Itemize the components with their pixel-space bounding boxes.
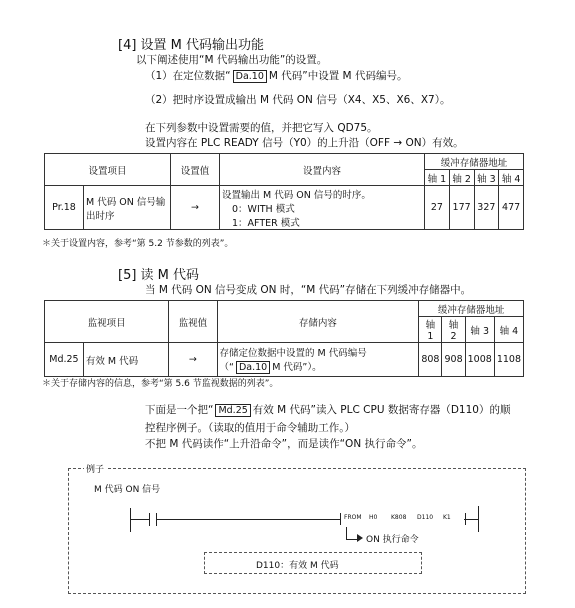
- axis-header: 轴 1: [425, 170, 450, 186]
- instruction-box: [340, 513, 466, 525]
- header-item: 设置项目: [45, 154, 171, 186]
- axis-header: 轴 4: [499, 170, 524, 186]
- cmd-d110: D110: [417, 514, 434, 521]
- arrow-head-icon: [357, 534, 363, 542]
- addr-cell: 908: [442, 343, 465, 377]
- sec5-line1: 当 M 代码 ON 信号变成 ON 时，“M 代码”存储在下列缓冲存储器中。: [145, 284, 472, 296]
- addr-cell: 27: [425, 186, 450, 230]
- cmd-h0: H0: [369, 514, 378, 521]
- header-value: 设置值: [171, 154, 220, 186]
- axis-header: 轴 4: [494, 317, 523, 343]
- param-code: Pr.18: [45, 186, 84, 230]
- header-buffer: 缓冲存储器地址: [419, 301, 524, 317]
- cmd-k808: K808: [391, 514, 407, 521]
- contact-left: [149, 513, 150, 526]
- addr-cell: 477: [499, 186, 524, 230]
- right-rail: [478, 506, 479, 532]
- addr-cell: 808: [419, 343, 442, 377]
- param-content: 设置输出 M 代码 ON 信号的时序。 0：WITH 模式 1：AFTER 模式: [220, 186, 425, 230]
- monitor-code: Md.25: [45, 343, 84, 377]
- header-content: 设置内容: [220, 154, 425, 186]
- table1-note: ＊关于设置内容，参考“第 5.2 节参数的列表”。: [42, 239, 234, 249]
- axis-header: 轴 2: [442, 317, 465, 343]
- addr-cell: 1108: [494, 343, 523, 377]
- monitor-value: →: [169, 343, 217, 377]
- section4-heading: [4] 设置 M 代码输出功能: [118, 38, 265, 53]
- on-command-label: ON 执行命令: [366, 535, 419, 545]
- axis-header: 轴 2: [449, 170, 474, 186]
- sec4-line1: 以下阐述使用“M 代码输出功能”的设置。: [136, 54, 328, 66]
- cmd-from: FROM: [344, 514, 362, 521]
- header-value: 监视值: [169, 301, 217, 343]
- param-name: M 代码 ON 信号输出时序: [84, 186, 171, 230]
- left-rail: [130, 508, 131, 532]
- example-label: 例子: [84, 462, 106, 475]
- axis-header: 轴 3: [465, 317, 494, 343]
- sec4-line4: 在下列参数中设置需要的值，并把它写入 QD75。: [145, 122, 378, 134]
- cmd-k1: K1: [443, 514, 451, 521]
- para-line3: 不把 M 代码读作“上升沿命令”，而是读作“ON 执行命令”。: [145, 438, 423, 450]
- da10-tag: Da.10: [233, 70, 267, 83]
- rung-wire: [464, 519, 478, 520]
- para-line2: 控程序例子。（读取的值用于命令辅助工作。）: [145, 422, 355, 434]
- para-line1: 下面是一个把“ Md.25 有效 M 代码”读入 PLC CPU 数据寄存器（D110）的顺: [145, 404, 511, 416]
- axis-header: 轴 3: [474, 170, 499, 186]
- rung-wire: [131, 519, 149, 520]
- table2-note: ＊关于存储内容的信息，参考“第 5.6 节监视数据的列表”。: [42, 379, 279, 389]
- param-value: →: [171, 186, 220, 230]
- da10-tag: Da.10: [236, 361, 270, 374]
- signal-label: M 代码 ON 信号: [94, 485, 161, 495]
- addr-cell: 1008: [465, 343, 494, 377]
- arrow-stem: [346, 527, 347, 539]
- monitor-name: 有效 M 代码: [83, 343, 168, 377]
- sec4-line2: （1）在定位数据“ Da.10 M 代码”中设置 M 代码编号。: [145, 70, 408, 82]
- addr-cell: 327: [474, 186, 499, 230]
- section5-heading: [5] 读 M 代码: [118, 268, 200, 283]
- header-item: 监视项目: [45, 301, 169, 343]
- header-buffer: 缓冲存储器地址: [425, 154, 524, 170]
- md25-tag: Md.25: [215, 404, 250, 417]
- header-content: 存储内容: [217, 301, 419, 343]
- result-label: D110：有效 M 代码: [256, 561, 339, 571]
- sec4-line5: 设置内容在 PLC READY 信号（Y0）的上升沿（OFF → ON）有效。: [145, 137, 464, 149]
- sec4-line3: （2）把时序设置成输出 M 代码 ON 信号（X4、X5、X6、X7）。: [145, 94, 451, 106]
- axis-header: 轴 1: [419, 317, 442, 343]
- monitor-table: [44, 300, 524, 377]
- parameter-table: [44, 153, 524, 230]
- monitor-content: 存储定位数据中设置的 M 代码编号 （“ Da.10 M 代码”）。: [217, 343, 419, 377]
- addr-cell: 177: [449, 186, 474, 230]
- rung-wire: [157, 519, 340, 520]
